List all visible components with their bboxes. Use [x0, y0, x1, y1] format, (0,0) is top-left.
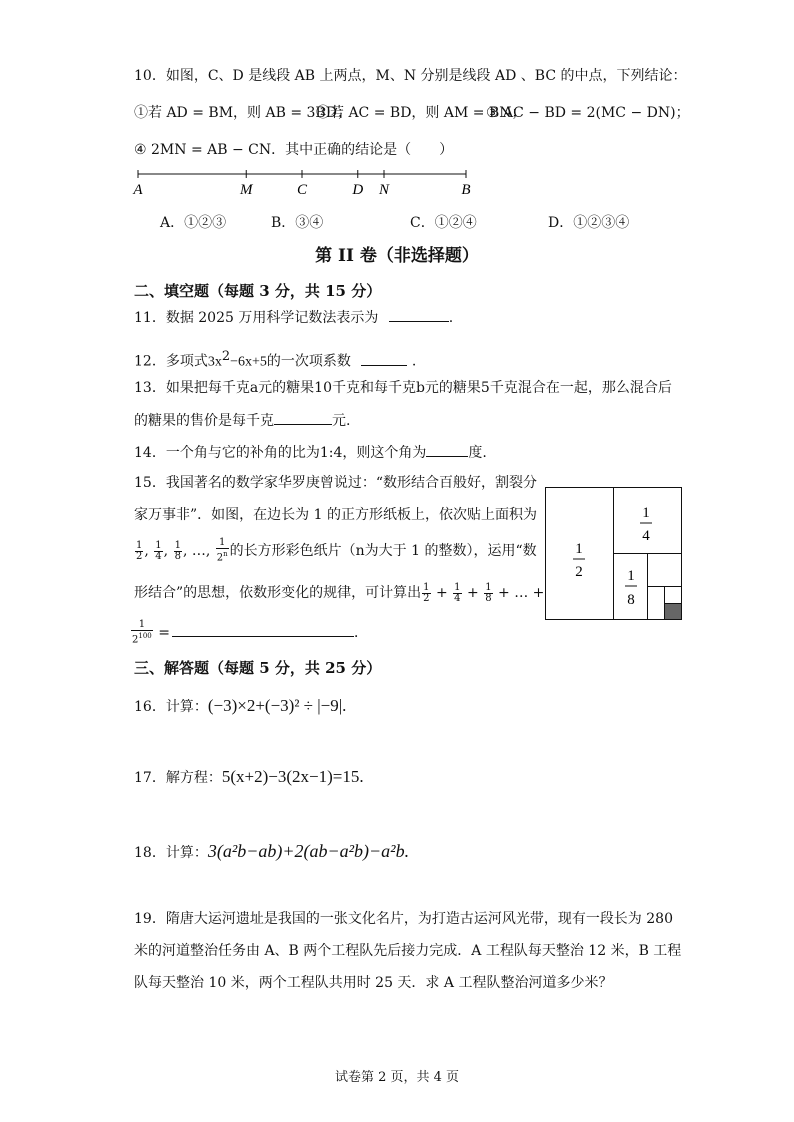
q10-statement-4: ④ 2MN = AB − CN．其中正确的结论是（ ）	[134, 142, 454, 158]
q11-text: 11．数据 2025 万用科学记数法表示为	[134, 310, 379, 326]
q11	[134, 307, 453, 328]
point-label-A: A	[133, 182, 143, 198]
q12-expr-rest: −6x+5	[230, 354, 267, 370]
label-eighth-den: 8	[627, 592, 635, 608]
frac-1-8: $\frac{1}{8}$	[174, 539, 181, 562]
q15-line2: 家万事非”．如图，在边长为 1 的正方形纸板上，依次贴上面积为	[134, 507, 537, 523]
q16	[134, 694, 346, 719]
q17	[134, 765, 364, 790]
part3-heading: 三、解答题（每题 5 分，共 25 分）	[134, 659, 382, 677]
q12-post: 的一次项系数	[266, 353, 351, 370]
q18-expr: 3(a²b−ab)+2(ab−a²b)−a²b.	[207, 841, 410, 861]
q15-line4-pre: 形结合”的思想，依数形变化的规律，可计算出	[134, 585, 422, 601]
q11-answer-blank[interactable]	[389, 307, 449, 322]
page-footer: 试卷第 2 页，共 4 页	[334, 1070, 460, 1085]
q13-line2	[134, 410, 350, 431]
q13-line1: 13．如果把每千克a元的糖果10千克和每千克b元的糖果5千克混合在一起，那么混合后	[134, 380, 672, 396]
q15-line1: 15．我国著名的数学家华罗庚曾说过：“数形结合百般好，割裂分	[134, 475, 537, 491]
q10-line1: 10．如图，C、D 是线段 AB 上两点，M、N 分别是线段 AD 、BC 的中点，下列结论：	[134, 68, 687, 84]
frac-1-2n: $\frac{1}{2^n}$	[216, 537, 228, 564]
fraction-square-figure	[545, 487, 683, 621]
q16-label: 16．计算：	[134, 699, 208, 715]
q19-line3: 队每天整治 10 米，两个工程队共用时 25 天．求 A 工程队整治河道多少米？	[134, 975, 613, 991]
q19-line1: 19．隋唐大运河遗址是我国的一张文化名片，为打造古运河风光带，现有一段长为 280	[134, 911, 673, 927]
point-label-N: N	[378, 182, 390, 198]
q12	[134, 347, 416, 373]
q10-statement-1: ①若 AD = BM，则 AB = 3BD；	[134, 105, 351, 121]
section2-title: 第 II 卷（非选择题）	[315, 246, 479, 266]
segment-figure	[126, 166, 486, 200]
q18	[134, 838, 409, 866]
frac-1-4: $\frac{1}{4}$	[155, 539, 162, 562]
q15-line4: 形结合”的思想，依数形变化的规律，可计算出 $\frac{1}{2}$ + $\frac{1}{4}$ + $\frac{1}{8}$ + … +	[134, 581, 545, 604]
q10-option-d[interactable]: D．①②③④	[548, 215, 630, 231]
q10-statement-3: ③ AC − BD = 2(MC − DN)；	[486, 105, 690, 121]
q15-line5-post: ．	[353, 625, 368, 641]
frac-1-2-100: $\frac{1}{2^{100}}$	[132, 619, 152, 646]
q12-end: .	[411, 353, 417, 370]
frac-1-2: $\frac{1}{2}$	[136, 539, 143, 562]
shaded-remainder	[665, 604, 681, 619]
q16-expr: (−3)×2+(−3)² ÷ |−9|.	[207, 696, 347, 715]
label-eighth-num: 1	[627, 568, 635, 584]
q10-option-c[interactable]: C．①②④	[410, 215, 477, 231]
q19-line2: 米的河道整治任务由 A、B 两个工程队先后接力完成．A 工程队每天整治 12 米，B 工程	[134, 943, 682, 959]
q18-label: 18．计算：	[134, 845, 208, 861]
q10-option-b[interactable]: B．③④	[271, 215, 324, 231]
q10-statement-2: ②若 AC = BD，则 AM = BN；	[316, 105, 526, 121]
point-label-D: D	[352, 182, 364, 198]
q10-option-a[interactable]: A．①②③	[160, 215, 227, 231]
label-quarter-num: 1	[642, 505, 650, 521]
q15-line5: $\frac{1}{2^{100}}$ = ．	[132, 619, 368, 646]
q13-answer-blank[interactable]	[274, 410, 332, 425]
q14-pre: 14．一个角与它的补角的比为1:4，则这个角为	[134, 445, 427, 461]
q14-post: 度.	[468, 445, 487, 461]
q15-answer-blank[interactable]	[172, 622, 354, 637]
seq-dots: …	[191, 543, 206, 559]
q15-line3-post: 的长方形彩色纸片（n为大于 1 的整数），运用“数	[229, 543, 537, 559]
q12-pre: 12．多项式	[134, 353, 208, 370]
q11-end: .	[448, 310, 454, 326]
part2-heading: 二、填空题（每题 3 分，共 15 分）	[134, 282, 382, 300]
point-label-M: M	[239, 182, 253, 198]
point-label-B: B	[461, 182, 471, 198]
q12-answer-blank[interactable]	[361, 351, 407, 366]
point-label-C: C	[296, 182, 308, 198]
q15-line3: $\frac{1}{2}$ , $\frac{1}{4}$ , $\frac{1}{8}$ , …, $\frac{1}{2^n}$ 的长方形彩色纸片（n为大于 1 的整数），运用“数	[136, 537, 537, 564]
label-half-den: 2	[575, 564, 583, 580]
q13-line2-post: 元.	[332, 413, 351, 429]
label-half-num: 1	[575, 541, 583, 557]
label-quarter-den: 4	[642, 528, 650, 544]
q14-answer-blank[interactable]	[426, 442, 468, 457]
q12-expr-base: 3x	[207, 354, 222, 370]
q14	[134, 442, 487, 463]
q13-line2-pre: 的糖果的售价是每千克	[134, 413, 274, 429]
q17-label: 17．解方程：	[134, 770, 222, 786]
q17-expr: 5(x+2)−3(2x−1)=15.	[221, 767, 364, 786]
q12-expr-exp: 2	[221, 349, 231, 364]
